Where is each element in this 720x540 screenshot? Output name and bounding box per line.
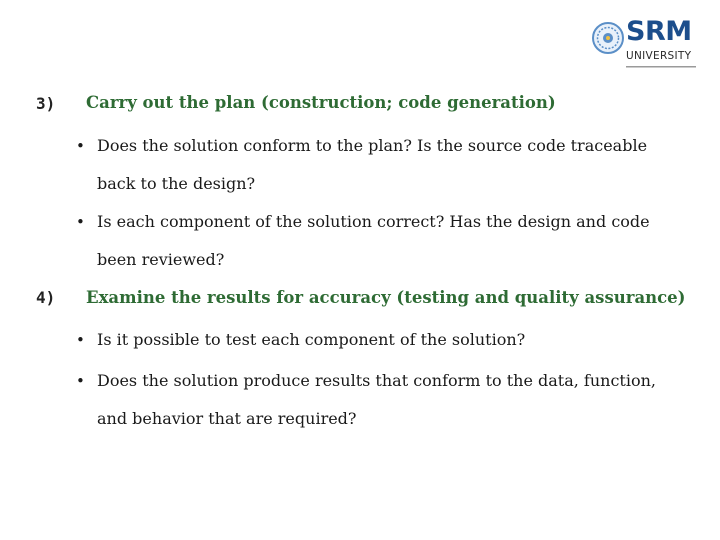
bullet-item (76, 203, 686, 279)
bullet-item (76, 321, 686, 359)
bullet-dot: • (76, 213, 85, 231)
university-seal-icon (592, 22, 624, 54)
section-heading: Carry out the plan (construction; code generation) (86, 93, 556, 112)
bullet-dot: • (76, 137, 85, 155)
srm-university-logo (592, 16, 702, 72)
bullet-item (76, 127, 686, 203)
bullet-text: Does the solution conform to the plan? Is the source code traceable back to the design? (97, 136, 648, 193)
logo-subtitle: UNIVERSITY (626, 50, 692, 62)
section-number: 4) (36, 288, 56, 307)
logo-wordmark: SRM (626, 16, 692, 47)
bullet-text: Is each component of the solution correct? Has the design and code been reviewed? (97, 212, 650, 269)
section-number: 3) (36, 94, 56, 113)
bullet-dot: • (76, 331, 85, 349)
logo-tagline-mark (626, 64, 696, 70)
bullet-text: Is it possible to test each component of the solution? (97, 330, 526, 349)
section-heading: Examine the results for accuracy (testing and quality assurance) (86, 288, 686, 307)
bullet-item (76, 362, 686, 438)
bullet-dot: • (76, 372, 85, 390)
bullet-text: Does the solution produce results that conform to the data, function, and behavior that are required? (97, 371, 656, 428)
